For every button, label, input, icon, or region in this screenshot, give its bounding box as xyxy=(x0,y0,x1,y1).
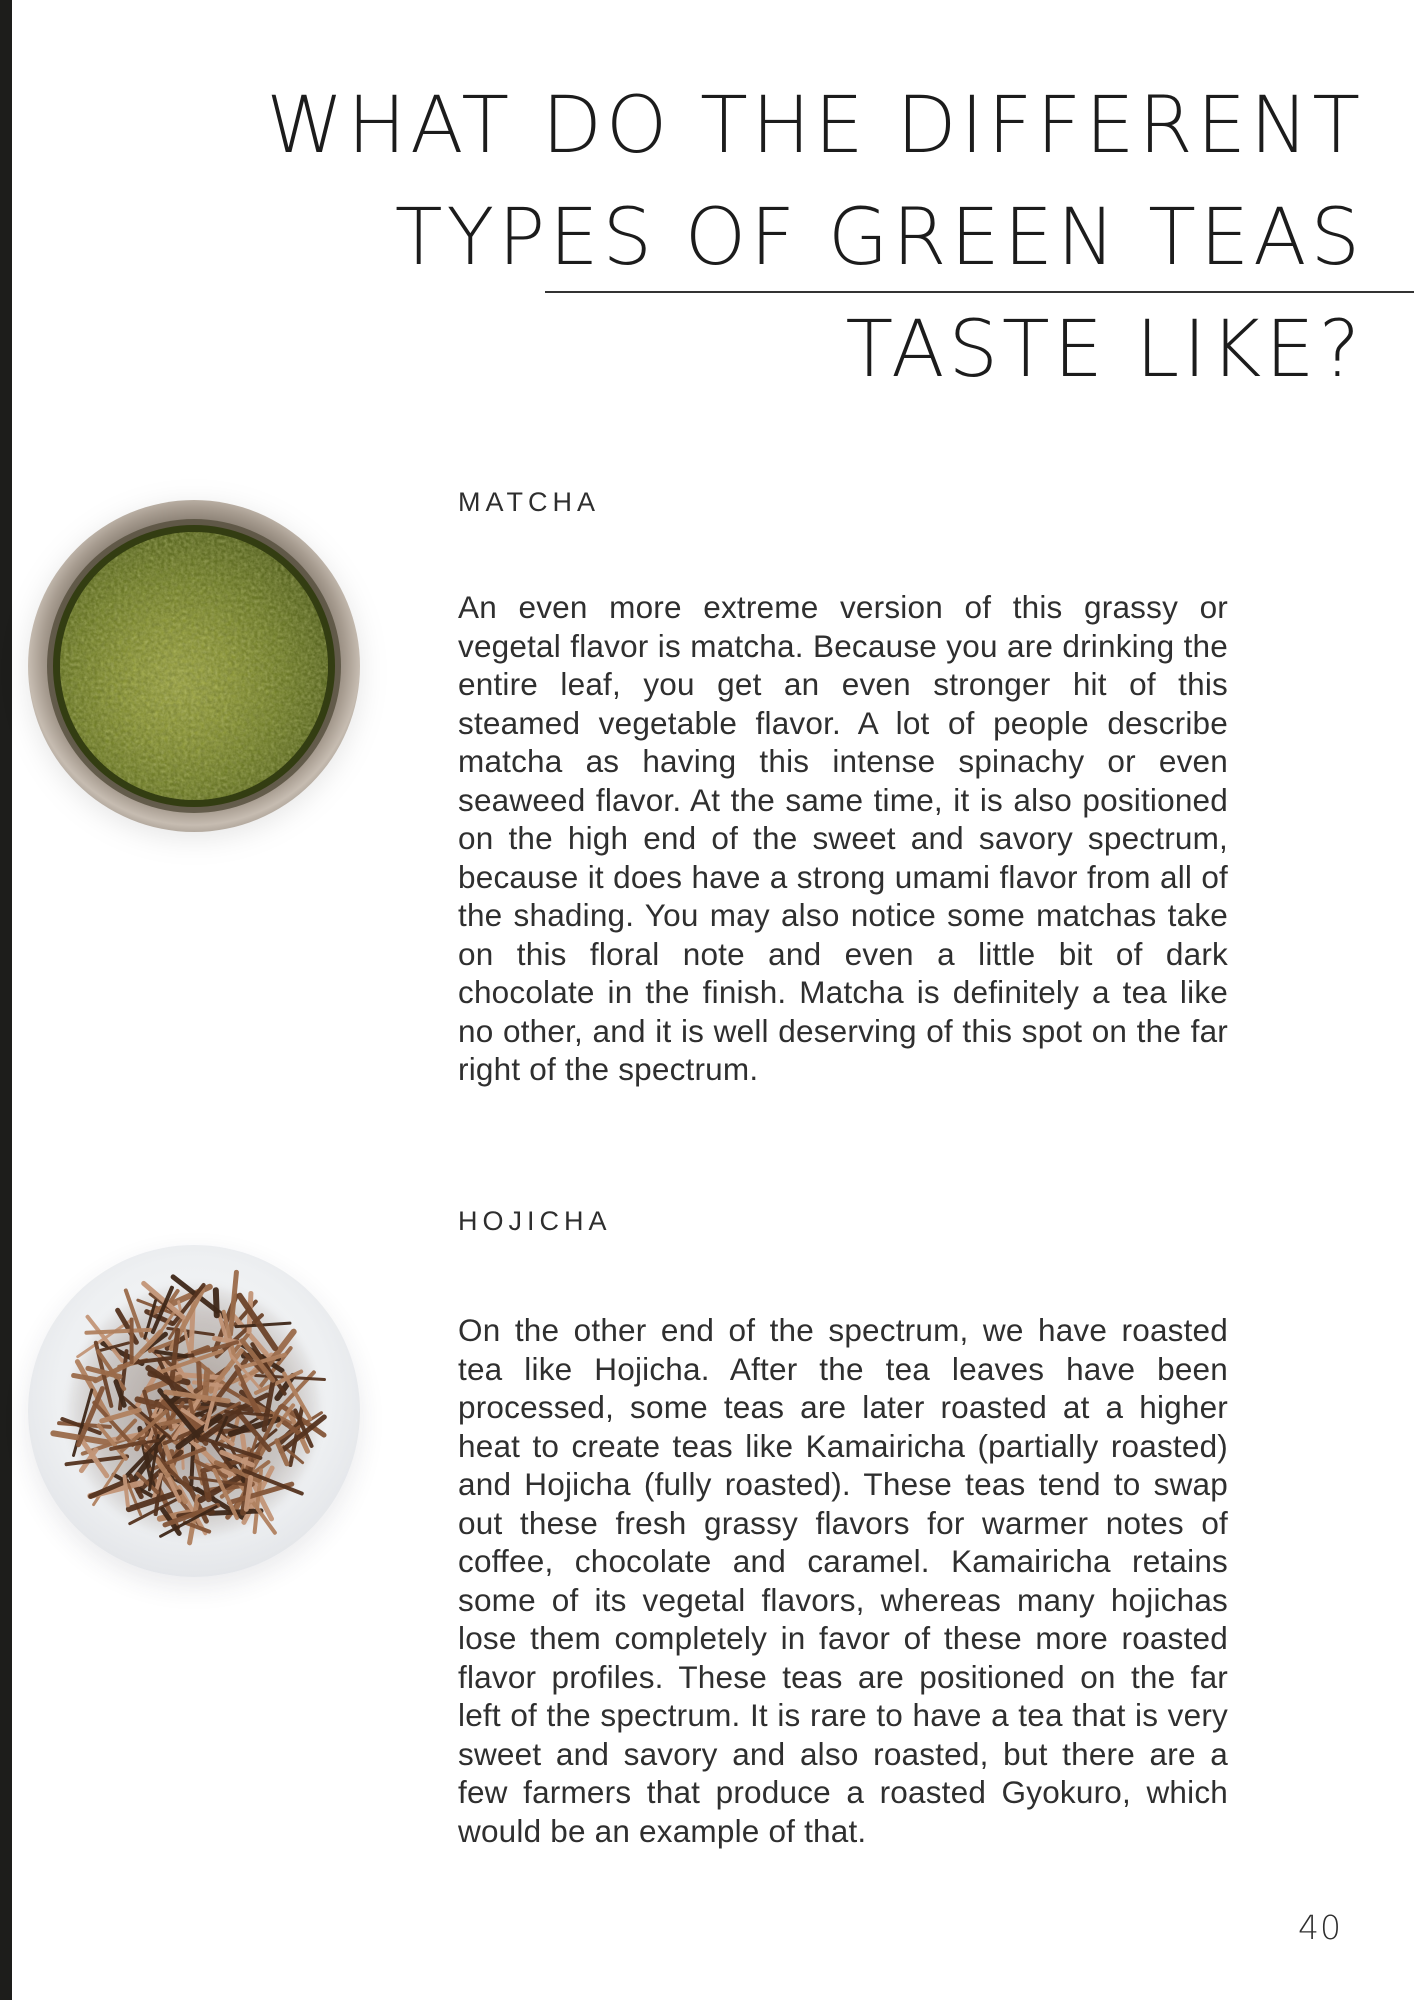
twig xyxy=(129,1317,133,1364)
page-number: 40 xyxy=(1298,1908,1342,1947)
matcha-bowl-graphic xyxy=(28,500,360,832)
twig xyxy=(213,1288,220,1319)
hojicha-twig-pile xyxy=(28,1245,360,1577)
section-heading-hojicha: HOJICHA xyxy=(458,1206,612,1236)
page-title xyxy=(266,70,1364,406)
title-underline-rule xyxy=(545,291,1414,293)
matcha-powder-photo xyxy=(28,500,360,832)
twig xyxy=(196,1361,202,1390)
page-title-line-1: WHAT DO THE DIFFERENT xyxy=(266,81,1364,171)
left-accent-bar xyxy=(0,0,12,2000)
section-hojicha xyxy=(458,1205,1228,1850)
page-title-line-3: TASTE LIKE? xyxy=(845,305,1364,395)
section-body-hojicha: On the other end of the spectrum, we have roasted tea like Hojicha. After the tea leaves have been processed, some teas are later roasted at a higher heat to create teas like Kamairicha (partially roasted) and Hojicha (fully roasted). These teas tend to swap out these fresh grassy flavors for warmer notes of coffee, chocolate and caramel. Kamairicha retains some of its vegetal flavors, whereas many hojichas lose them completely in favor of these more roasted flavor profiles. These teas are positioned on the far left of the spectrum. It is rare to have a tea that is very sweet and savory and also roasted, but there are a few farmers that produce a roasted Gyokuro, which would be an example of that. xyxy=(458,1312,1228,1849)
section-heading-matcha: MATCHA xyxy=(458,487,600,517)
hojicha-leaves-photo xyxy=(28,1245,360,1577)
section-matcha xyxy=(458,486,1228,1089)
page-title-line-2: TYPES OF GREEN TEAS xyxy=(394,193,1364,283)
section-body-matcha: An even more extreme version of this grassy or vegetal flavor is matcha. Because you are drinking the entire leaf, you get an even stronger hit of this steamed vegetable flavor. A lot of people describe matcha as having this intense spinachy or even seaweed flavor. At the same time, it is also positioned on the high end of the sweet and savory spectrum, because it does have a strong umami flavor from all of the shading. You may also notice some matchas take on this floral note and even a little bit of dark chocolate in the finish. Matcha is definitely a tea like no other, and it is well deserving of this spot on the far right of the spectrum. xyxy=(458,589,1228,1087)
